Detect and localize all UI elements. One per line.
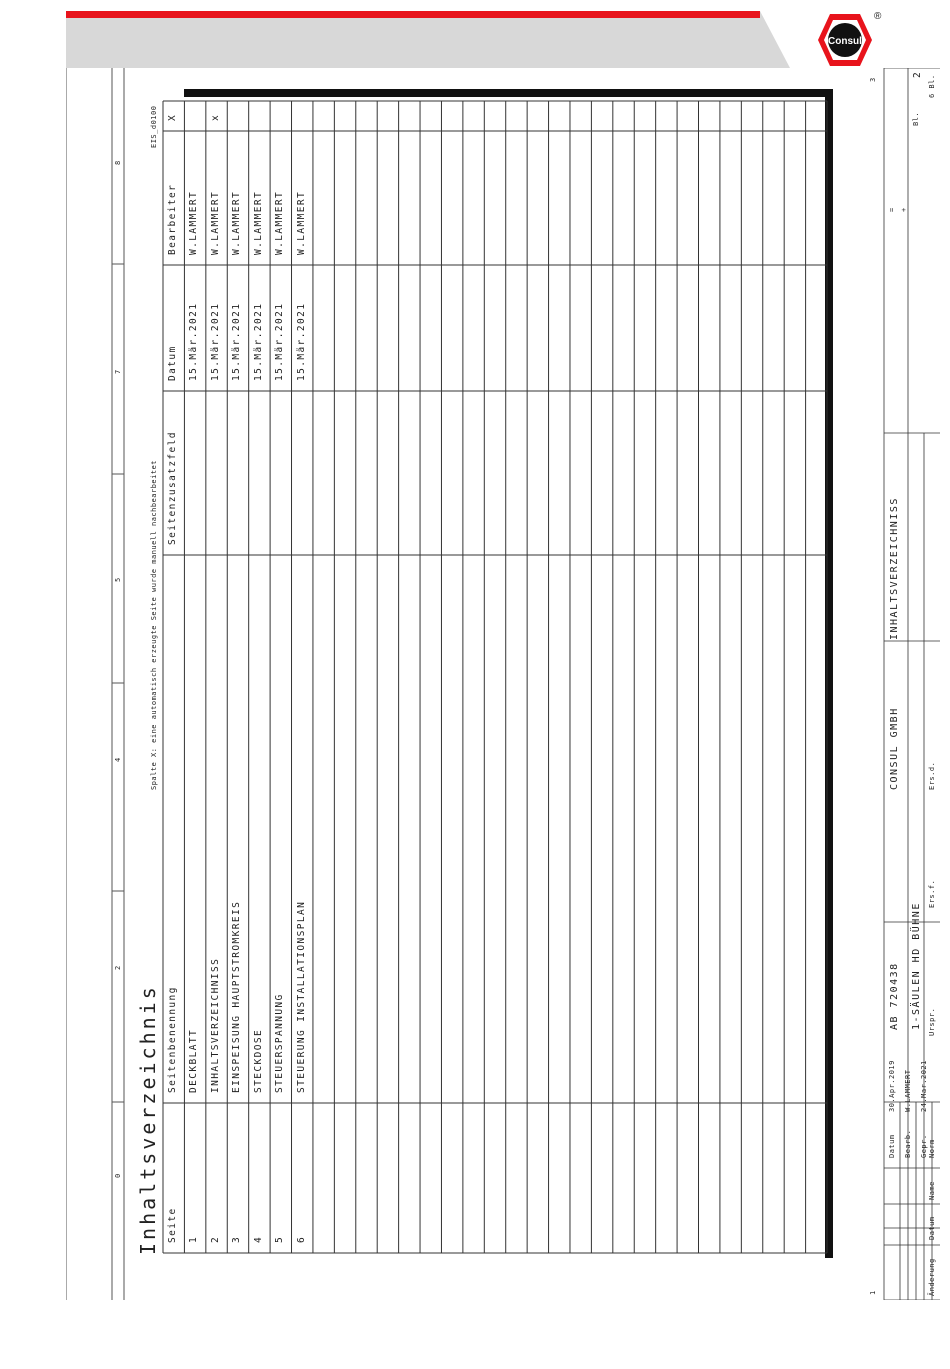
table-cell-bearbeiter: W.LAMMERT bbox=[274, 190, 286, 255]
table-cell-datum: 15.Mär.2021 bbox=[252, 302, 264, 381]
table-cell-benennung: EINSPEISUNG HAUPTSTROMKREIS bbox=[231, 900, 243, 1093]
table-cell-datum: 15.Mär.2021 bbox=[231, 302, 243, 381]
column-marker: 4 bbox=[114, 757, 122, 762]
table-cell-bearbeiter: W.LAMMERT bbox=[188, 190, 200, 255]
drawing-number: AB 720438 bbox=[889, 962, 900, 1030]
table-cell-bearbeiter: W.LAMMERT bbox=[252, 190, 264, 255]
note-text: Spalte X: eine automatisch erzeugte Seite wurde manuell nachbearbeitet bbox=[150, 459, 158, 790]
column-marker: 0 bbox=[114, 1173, 122, 1178]
column-header: Seitenzusatzfeld bbox=[167, 431, 178, 545]
column-marker: 8 bbox=[114, 160, 122, 165]
table-cell-bearbeiter: W.LAMMERT bbox=[295, 190, 307, 255]
table-cell-seite: 2 bbox=[209, 1235, 221, 1243]
table-cell-datum: 15.Mär.2021 bbox=[209, 302, 221, 381]
table-cell-benennung: INHALTSVERZEICHNISS bbox=[209, 957, 221, 1093]
column-marker: 7 bbox=[114, 369, 122, 374]
tb-bl-value: 2 bbox=[912, 70, 923, 78]
tb-value-gepr: 24.Mar.2021 bbox=[920, 1060, 928, 1112]
table-cell-benennung: DECKBLATT bbox=[188, 1028, 200, 1093]
drawing-title: 1-SÄULEN HD BÜHNE bbox=[911, 902, 922, 1030]
tb-total: 6 Bl. bbox=[928, 74, 936, 98]
table-cell-benennung: STEUERUNG INSTALLATIONSPLAN bbox=[295, 900, 307, 1093]
table-cell-seite: 3 bbox=[231, 1235, 243, 1243]
table-cell-datum: 15.Mär.2021 bbox=[295, 302, 307, 381]
table-cell-bearbeiter: W.LAMMERT bbox=[209, 190, 221, 255]
sheet-border bbox=[66, 68, 124, 1300]
tb-bl-label: Bl. bbox=[912, 111, 920, 126]
tb-label-ersd: Ers.d. bbox=[928, 761, 936, 790]
table-cell-bearbeiter: W.LAMMERT bbox=[231, 190, 243, 255]
table-cell-x: x bbox=[209, 113, 221, 121]
tb-value-bearb: W.LAMMERT bbox=[904, 1069, 912, 1112]
tb-label-norm: Norm bbox=[928, 1139, 936, 1158]
header-band bbox=[66, 11, 790, 68]
tb-label-bearb: Bearb. bbox=[904, 1129, 912, 1158]
tb-eq: = bbox=[888, 207, 896, 212]
svg-text:Consul: Consul bbox=[828, 36, 862, 47]
tb-plus: + bbox=[900, 207, 908, 212]
title-block-lines bbox=[884, 68, 940, 1300]
table-cell-seite: 1 bbox=[188, 1235, 200, 1243]
corner-left: 1 bbox=[869, 1290, 877, 1295]
table-cell-datum: 15.Mär.2021 bbox=[274, 302, 286, 381]
registered-mark: ® bbox=[874, 11, 882, 22]
corner-right: 3 bbox=[869, 77, 877, 82]
sheet-title: INHALTSVERZEICHNISS bbox=[889, 497, 900, 640]
table-cell-benennung: STECKDOSE bbox=[252, 1028, 264, 1093]
tb-label-datum: Datum bbox=[888, 1134, 896, 1158]
tb-value-datum: 30.Apr.2019 bbox=[888, 1060, 896, 1112]
tb-label-name: Name bbox=[928, 1181, 936, 1200]
tb-label-aenderung: Änderung bbox=[928, 1258, 936, 1296]
table-cell-seite: 5 bbox=[274, 1235, 286, 1243]
consul-logo bbox=[808, 8, 882, 72]
page-title: Inhaltsverzeichnis bbox=[136, 984, 160, 1255]
tb-label-gepr: Gepr. bbox=[920, 1134, 928, 1158]
table-cell-benennung: STEUERSPANNUNG bbox=[274, 993, 286, 1093]
table-cell-seite: 6 bbox=[295, 1235, 307, 1243]
table-cell-seite: 4 bbox=[252, 1235, 264, 1243]
tb-label-datum2: Datum bbox=[928, 1216, 936, 1240]
table-cell-datum: 15.Mär.2021 bbox=[188, 302, 200, 381]
tb-label-urspr: Urspr. bbox=[928, 1007, 936, 1036]
column-header: Datum bbox=[167, 345, 178, 381]
column-header: X bbox=[167, 113, 178, 121]
column-marker: 2 bbox=[114, 965, 122, 970]
column-header: Seite bbox=[167, 1207, 178, 1243]
document-code: EIS_d0100 bbox=[150, 105, 158, 148]
company-name: CONSUL GMBH bbox=[889, 707, 900, 790]
column-marker: 5 bbox=[114, 577, 122, 582]
column-header: Seitenbenennung bbox=[167, 986, 178, 1093]
column-header: Bearbeiter bbox=[167, 183, 178, 255]
tb-label-ersf: Ers.f. bbox=[928, 879, 936, 908]
